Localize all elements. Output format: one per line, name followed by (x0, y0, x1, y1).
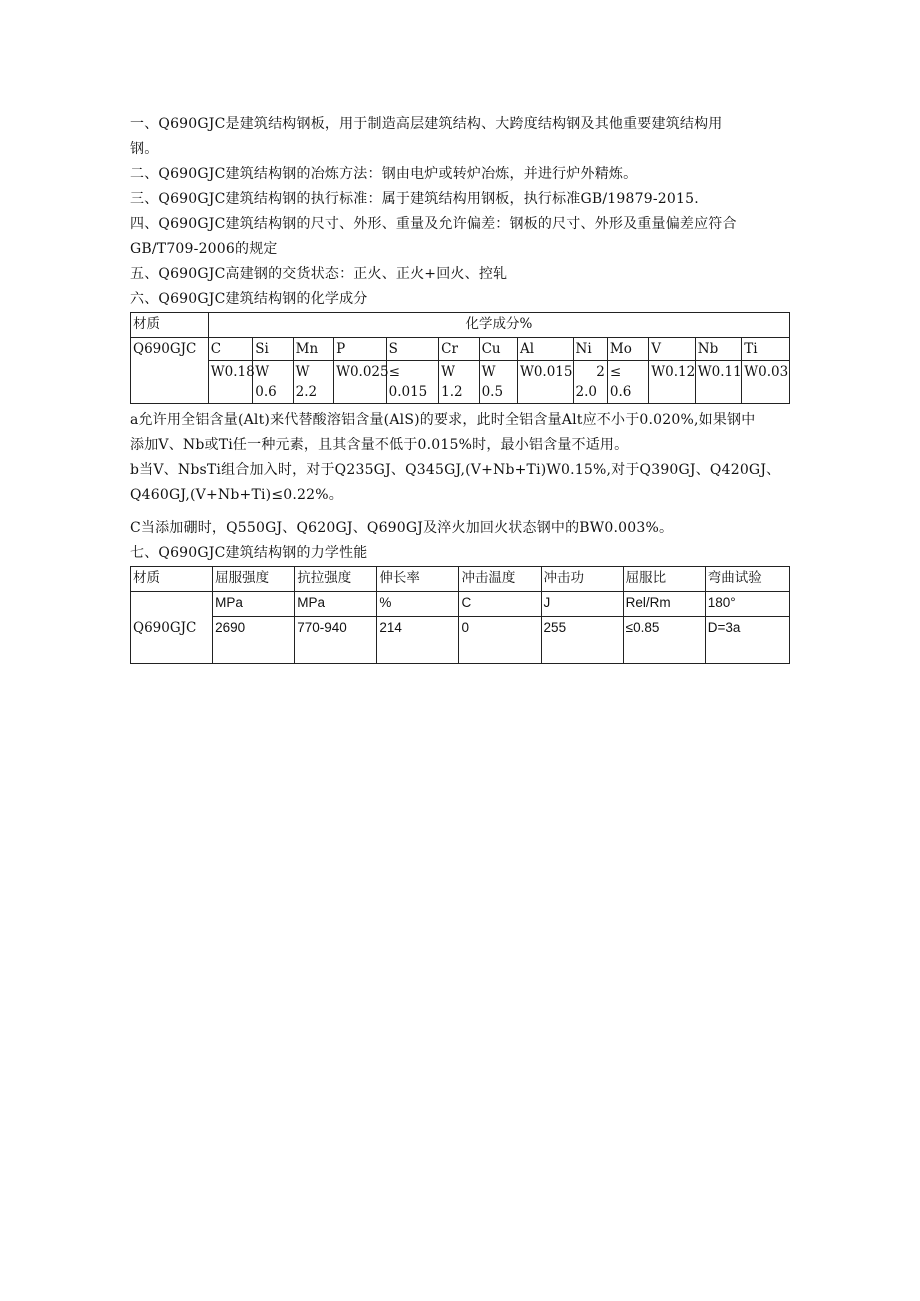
element-value: W0.11 (695, 361, 741, 404)
element-header: Mn (293, 338, 333, 361)
mech-value: 2690 (213, 617, 295, 664)
mech-unit: Rel/Rm (623, 592, 705, 617)
paragraph-2: 二、Q690GJC建筑结构钢的冶炼方法：钢由电炉或转炉冶炼，并进行炉外精炼。 (130, 166, 638, 182)
mech-value: D=3a (705, 617, 789, 664)
paragraph-7: 七、Q690GJC建筑结构钢的力学性能 (130, 545, 368, 561)
mech-unit: 180° (705, 592, 789, 617)
element-value: W 2.2 (293, 361, 333, 404)
element-header: Ni (573, 338, 607, 361)
element-header: P (334, 338, 387, 361)
note-b-line-1: b当V、NbsTi组合加入时，对于Q235GJ、Q345GJ,(V+Nb+Ti)W0.15%,对于Q390GJ、Q420GJ、 (130, 462, 781, 478)
document-page (130, 112, 792, 664)
mech-unit: J (541, 592, 623, 617)
mech-value: ≤0.85 (623, 617, 705, 664)
element-header: Si (253, 338, 293, 361)
paragraph-3: 三、Q690GJC建筑结构钢的执行标准：属于建筑结构用钢板，执行标准GB/19879-2015. (130, 191, 699, 207)
mech-value: 770-940 (295, 617, 377, 664)
note-a-line-1: a允许用全铝含量(Alt)来代替酸溶铝含量(AlS)的要求，此时全铝含量Alt应不小于0.020%,如果钢中 (130, 412, 756, 428)
mech-header: 冲击功 (541, 567, 623, 592)
element-header: Cu (479, 338, 517, 361)
element-value: ≤ 0.6 (607, 361, 648, 404)
note-c: C当添加硼时，Q550GJ、Q620GJ、Q690GJ及淬火加回火状态钢中的BW0.003%。 (130, 520, 674, 536)
mech-header: 材质 (131, 567, 213, 592)
element-header: V (649, 338, 695, 361)
paragraph-6: 六、Q690GJC建筑结构钢的化学成分 (130, 291, 368, 307)
mech-material-cell: Q690GJC (131, 592, 213, 664)
paragraph-5: 五、Q690GJC高建钢的交货状态：正火、正火+回火、控轧 (130, 266, 508, 282)
mech-unit: MPa (295, 592, 377, 617)
mech-header: 伸长率 (377, 567, 459, 592)
mechanical-properties-table (130, 566, 790, 664)
mech-unit: C (459, 592, 541, 617)
element-header: Al (517, 338, 573, 361)
chem-composition-header: 化学成分% (208, 313, 789, 338)
element-header: Nb (695, 338, 741, 361)
element-value: W0.015 (517, 361, 573, 404)
element-value: ≤ 0.015 (386, 361, 439, 404)
mech-header: 抗拉强度 (295, 567, 377, 592)
element-value: 2 2.0 (573, 361, 607, 404)
mech-header: 冲击温度 (459, 567, 541, 592)
element-value: W0.18 (208, 361, 252, 404)
paragraph-4-line-1: 四、Q690GJC建筑结构钢的尺寸、外形、重量及允许偏差：钢板的尺寸、外形及重量偏差应符合 (130, 216, 737, 232)
element-header: S (386, 338, 439, 361)
mech-header: 屈服比 (623, 567, 705, 592)
paragraph-4-line-2: GB/T709-2006的规定 (130, 241, 278, 257)
paragraph-1-line-2: 钢。 (130, 141, 159, 157)
note-a-line-2: 添加V、Nb或Ti任一种元素，且其含量不低于0.015%时，最小铝含量不适用。 (130, 437, 629, 453)
chem-material-header: 材质 (131, 313, 209, 338)
note-b-line-2: Q460GJ,(V+Nb+Ti)≤0.22%。 (130, 487, 343, 503)
element-value: W 0.6 (253, 361, 293, 404)
element-header: Ti (742, 338, 790, 361)
chem-material-cell: Q690GJC (131, 338, 209, 404)
element-value: W0.03 (742, 361, 790, 404)
element-header: C (208, 338, 252, 361)
element-value: W 0.5 (479, 361, 517, 404)
paragraph-1-line-1: 一、Q690GJC是建筑结构钢板，用于制造高层建筑结构、大跨度结构钢及其他重要建筑结构用 (130, 116, 723, 132)
chemical-composition-table (130, 312, 790, 404)
mech-value: 0 (459, 617, 541, 664)
element-value: W 1.2 (439, 361, 479, 404)
element-value: W0.025 (334, 361, 387, 404)
mech-unit: MPa (213, 592, 295, 617)
mech-unit: % (377, 592, 459, 617)
mech-header: 屈服强度 (213, 567, 295, 592)
mech-value: 214 (377, 617, 459, 664)
mech-value: 255 (541, 617, 623, 664)
element-header: Cr (439, 338, 479, 361)
mech-header: 弯曲试验 (705, 567, 789, 592)
element-header: Mo (607, 338, 648, 361)
element-value: W0.12 (649, 361, 695, 404)
